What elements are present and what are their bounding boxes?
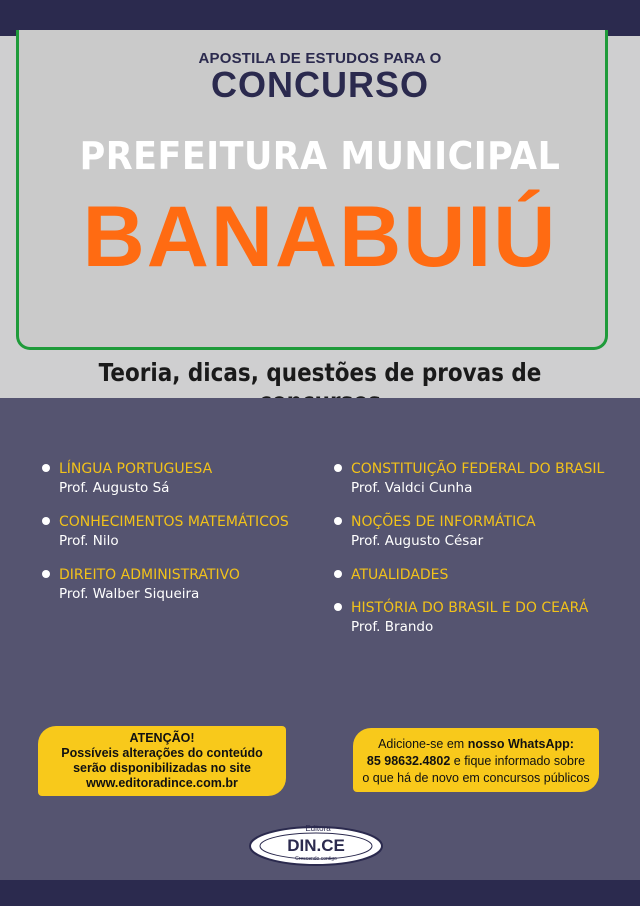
subject-title: DIREITO ADMINISTRATIVO xyxy=(59,567,240,583)
whatsapp-notice xyxy=(353,728,599,792)
attention-heading: ATENÇÃO! xyxy=(129,731,195,745)
subject-item xyxy=(334,566,604,584)
bullet-icon xyxy=(42,464,50,472)
logo-editora: Editora xyxy=(305,824,331,833)
attention-notice xyxy=(38,726,286,796)
whatsapp-line: o que há de novo em concursos públicos xyxy=(362,771,590,785)
subject-item xyxy=(42,460,289,498)
subject-professor: Prof. Augusto César xyxy=(351,533,484,549)
bullet-icon xyxy=(334,464,342,472)
website-link[interactable]: www.editoradince.com.br xyxy=(86,776,238,790)
whatsapp-line xyxy=(353,753,599,770)
bullet-icon xyxy=(334,603,342,611)
city-title: BANABUIÚ xyxy=(82,189,558,285)
subject-item xyxy=(334,513,604,551)
logo-slogan: Crescendo contigo xyxy=(295,856,337,862)
subjects-right-column xyxy=(334,460,604,652)
concurso-title: CONCURSO xyxy=(210,64,429,105)
whatsapp-text: e fique informado sobre xyxy=(450,754,586,768)
subject-item xyxy=(334,460,604,498)
subject-title: HISTÓRIA DO BRASIL E DO CEARÁ xyxy=(351,600,589,616)
logo-name: DIN.CE xyxy=(287,836,345,855)
prefeitura-title: PREFEITURA MUNICIPAL xyxy=(79,134,561,178)
subject-item xyxy=(334,599,604,637)
subjects-left-column xyxy=(42,460,289,619)
whatsapp-line xyxy=(353,736,599,753)
bottom-band xyxy=(0,880,640,906)
subject-professor: Prof. Nilo xyxy=(59,533,119,549)
whatsapp-text: Adicione-se em xyxy=(378,737,468,751)
pre-title: APOSTILA DE ESTUDOS PARA O xyxy=(198,50,442,67)
dince-logo xyxy=(248,822,384,868)
subject-item xyxy=(42,566,289,604)
subject-professor: Prof. Walber Siqueira xyxy=(59,586,200,602)
subject-title: ATUALIDADES xyxy=(351,567,449,583)
subject-title: CONHECIMENTOS MATEMÁTICOS xyxy=(59,514,289,530)
whatsapp-label: nosso WhatsApp: xyxy=(467,737,574,751)
bullet-icon xyxy=(42,570,50,578)
subject-title: LÍNGUA PORTUGUESA xyxy=(59,461,213,477)
subject-professor: Prof. Augusto Sá xyxy=(59,480,170,496)
bullet-icon xyxy=(42,517,50,525)
subject-item xyxy=(42,513,289,551)
subject-title: CONSTITUIÇÃO FEDERAL DO BRASIL xyxy=(351,461,605,477)
attention-line: serão disponibilizadas no site xyxy=(73,761,251,775)
subject-title: NOÇÕES DE INFORMÁTICA xyxy=(351,514,536,530)
bullet-icon xyxy=(334,570,342,578)
subject-professor: Prof. Valdci Cunha xyxy=(351,480,473,496)
bullet-icon xyxy=(334,517,342,525)
attention-line: Possíveis alterações do conteúdo xyxy=(61,746,263,760)
subject-professor: Prof. Brando xyxy=(351,619,434,635)
whatsapp-number[interactable]: 85 98632.4802 xyxy=(366,754,451,768)
tagline: Teoria, dicas, questões de provas de xyxy=(98,358,542,387)
